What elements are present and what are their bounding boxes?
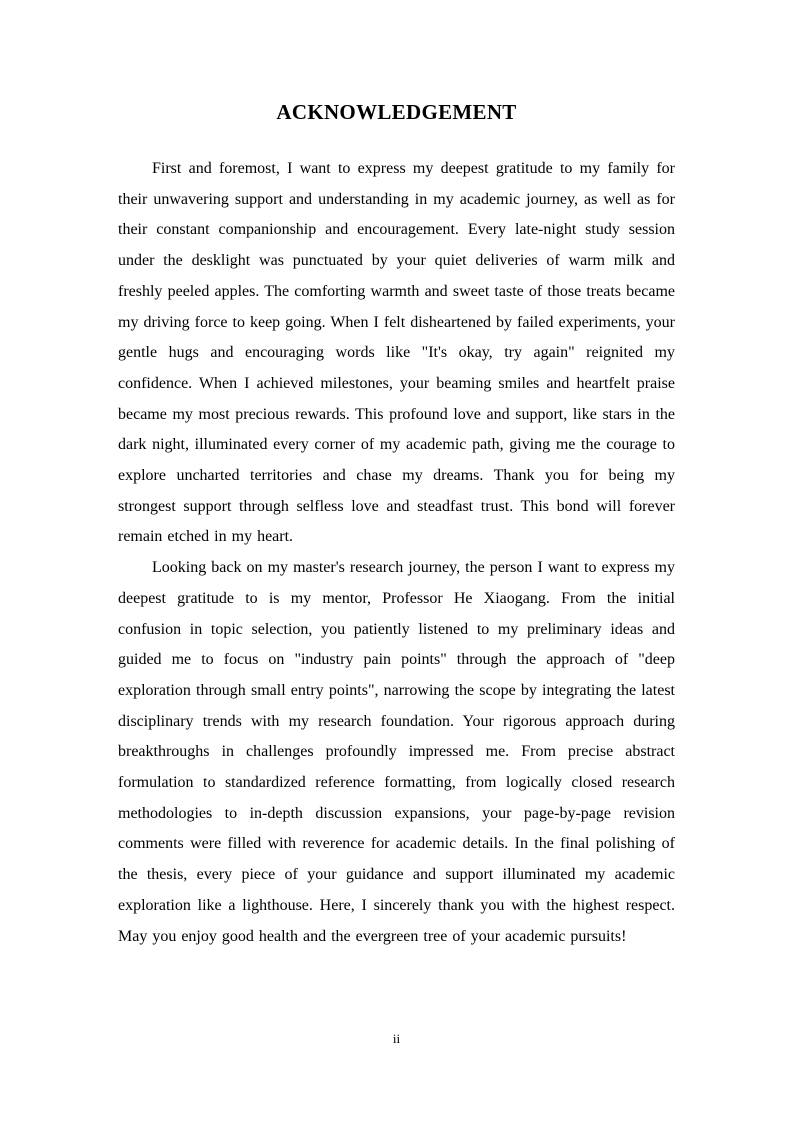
- acknowledgement-paragraph-family: First and foremost, I want to express my deepest gratitude to my family for their unwavering support and understanding in my academic journey, as well as for their constant companionship and encouragement. Every late-night study session under the desklight was punctuated by your quiet deliveries of warm milk and freshly peeled apples. The comforting warmth and sweet taste of those treats became my driving force to keep going. When I felt disheartened by failed experiments, your gentle hugs and encouraging words like "It's okay, try again" reignited my confidence. When I achieved milestones, your beaming smiles and heartfelt praise became my most precious rewards. This profound love and support, like stars in the dark night, illuminated every corner of my academic path, giving me the courage to explore uncharted territories and chase my dreams. Thank you for being my strongest support through selfless love and steadfast trust. This bond will forever remain etched in my heart.: [118, 160, 675, 546]
- page-title: ACKNOWLEDGEMENT: [276, 100, 517, 124]
- page-number: ii: [392, 1031, 401, 1046]
- acknowledgement-paragraph-mentor: Looking back on my master's research journey, the person I want to express my deepest gratitude to is my mentor, Professor He Xiaogang. From the initial confusion in topic selection, you patiently listened to my preliminary ideas and guided me to focus on "industry pain points" through the approach of "deep exploration through small entry points", narrowing the scope by integrating the latest disciplinary trends with my research foundation. Your rigorous approach during breakthroughs in challenges profoundly impressed me. From precise abstract formulation to standardized reference formatting, from logically closed research methodologies to in-depth discussion expansions, your page-by-page revision comments were filled with reverence for academic details. In the final polishing of the thesis, every piece of your guidance and support illuminated my academic exploration like a lighthouse. Here, I sincerely thank you with the highest respect. May you enjoy good health and the evergreen tree of your academic pursuits!: [118, 559, 675, 945]
- page-footer: [0, 1031, 793, 1047]
- page-content: [118, 100, 675, 952]
